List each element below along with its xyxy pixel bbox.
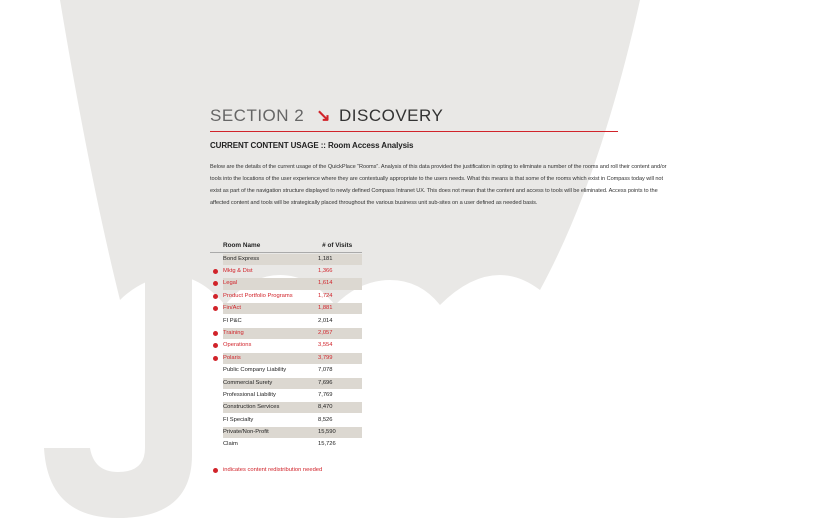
visit-count: 8,470: [318, 402, 362, 413]
room-name: Fin/Act: [223, 303, 318, 314]
room-name: Training: [223, 328, 318, 339]
table-body: [210, 253, 362, 451]
row-bullet: [210, 303, 223, 315]
visit-count: 1,881: [318, 303, 362, 314]
room-usage-table: [210, 240, 362, 451]
row-bullet: [210, 389, 223, 401]
table-row: [210, 278, 362, 290]
bullet-icon: [213, 294, 218, 299]
visit-count: 8,526: [318, 416, 333, 423]
room-name: Product Portfolio Programs: [223, 292, 293, 299]
legend: [213, 467, 322, 473]
visit-count: 7,078: [318, 367, 333, 374]
table-row: [210, 315, 362, 327]
table-row: [210, 365, 362, 377]
room-name: Construction Services: [223, 402, 318, 413]
header-visits: # of Visits: [322, 242, 353, 250]
visit-count: 2,057: [318, 328, 362, 339]
visit-count: 7,769: [318, 391, 333, 398]
bullet-icon: [213, 281, 218, 286]
table-row: [210, 414, 362, 426]
row-bullet: [210, 402, 223, 414]
bullet-icon: [213, 331, 218, 336]
visit-count: 2,014: [318, 317, 333, 324]
room-name: Mktg & Dist: [223, 267, 253, 274]
row-bullet: [210, 340, 223, 352]
row-bullet: [210, 253, 223, 265]
room-name: Polaris: [223, 353, 318, 364]
row-bullet: [210, 414, 223, 426]
table-header: [210, 240, 362, 253]
room-name: Private/Non-Profit: [223, 427, 318, 438]
table-row: [210, 340, 362, 352]
table-row: [210, 439, 362, 451]
row-bullet: [210, 377, 223, 389]
room-name: Claim: [223, 441, 238, 448]
visit-count: 15,590: [318, 427, 362, 438]
section-label: SECTION 2: [210, 106, 305, 125]
visit-count: 1,614: [318, 278, 362, 289]
bullet-icon: [213, 306, 218, 311]
subheading: CURRENT CONTENT USAGE :: Room Access Analysis: [210, 141, 414, 150]
room-name: FI P&C: [223, 317, 242, 324]
room-name: Professional Liability: [223, 391, 276, 398]
table-row: [210, 402, 362, 414]
row-bullet: [210, 426, 223, 438]
table-row: [210, 377, 362, 389]
visit-count: 3,799: [318, 353, 362, 364]
table-row: [210, 303, 362, 315]
visit-count: 1,366: [318, 267, 333, 274]
visit-count: 7,696: [318, 378, 362, 389]
row-bullet: [210, 278, 223, 290]
row-bullet: [210, 265, 223, 277]
visit-count: 1,181: [318, 254, 362, 265]
row-bullet: [210, 315, 223, 327]
table-row: [210, 327, 362, 339]
room-name: Public Company Liability: [223, 367, 287, 374]
table-row: [210, 290, 362, 302]
room-name: Operations: [223, 342, 252, 349]
table-row: [210, 426, 362, 438]
room-name: Commercial Surety: [223, 378, 318, 389]
visit-count: 15,726: [318, 441, 336, 448]
row-bullet: [210, 290, 223, 302]
bullet-icon: [213, 269, 218, 274]
section-divider: [210, 131, 618, 132]
room-name: FI Specialty: [223, 416, 254, 423]
bullet-icon: [213, 468, 218, 473]
visit-count: 1,724: [318, 292, 333, 299]
header-room-name: Room Name: [223, 242, 261, 250]
legend-text: indicates content redistribution needed: [223, 467, 323, 473]
arrow-down-right-icon: ↘: [316, 106, 331, 125]
row-bullet: [210, 365, 223, 377]
bullet-icon: [213, 356, 218, 361]
table-row: [210, 352, 362, 364]
bullet-icon: [213, 343, 218, 348]
intro-paragraph: Below are the details of the current usage of the QuickPlace “Rooms”. Analysis of this data provided the justification in opting to eliminate a number of the rooms and roll their content and/or tools into the locations of the user experience where they are contextually appropriate to the users needs. What this means is that some of the rooms which exist in Compass today will not exist as part of the navigation structure displayed to newly defined Compass Intranet UX. This does not mean that the content and access to tools will be eliminated. Access points to the affected content and tools will be strategically placed throughout the various business unit sub-sites on a user defined as needed basis.: [210, 164, 667, 206]
room-name: Legal: [223, 278, 318, 289]
row-bullet: [210, 439, 223, 451]
row-bullet: [210, 352, 223, 364]
table-row: [210, 389, 362, 401]
section-title: DISCOVERY: [339, 106, 444, 125]
visit-count: 3,554: [318, 342, 333, 349]
room-name: Bond Express: [223, 254, 318, 265]
section-heading: [210, 106, 443, 126]
table-row: [210, 253, 362, 265]
table-row: [210, 265, 362, 277]
row-bullet: [210, 327, 223, 339]
